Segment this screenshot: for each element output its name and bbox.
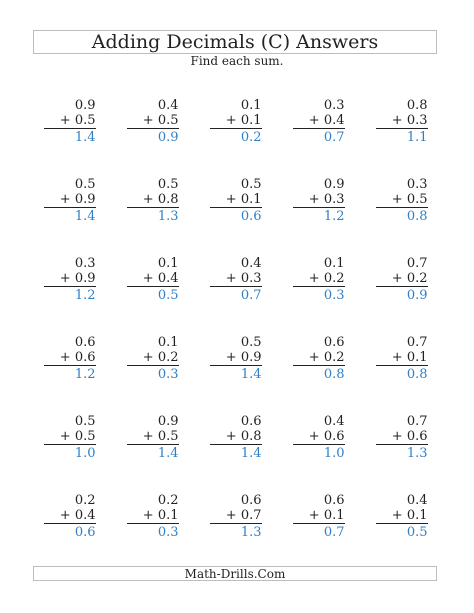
- first-addend: 0.8: [406, 98, 428, 113]
- problem-item: [127, 493, 179, 540]
- first-addend: 0.1: [157, 256, 179, 271]
- first-addend: 0.3: [406, 177, 428, 192]
- answer: 0.9: [157, 130, 179, 145]
- answer: 1.3: [240, 525, 262, 540]
- problem-item: [44, 335, 96, 382]
- answer: 1.2: [74, 288, 96, 303]
- answer: 0.7: [240, 288, 262, 303]
- answer: 0.3: [157, 525, 179, 540]
- page-title: Adding Decimals (C) Answers: [91, 30, 379, 53]
- footer-box: [33, 566, 437, 581]
- title-box: [33, 30, 437, 54]
- first-addend: 0.3: [323, 98, 345, 113]
- problem-item: [293, 493, 345, 540]
- answer: 0.2: [240, 130, 262, 145]
- answer: 0.5: [406, 525, 428, 540]
- problem-item: [210, 335, 262, 382]
- first-addend: 0.6: [240, 414, 262, 429]
- page-subtitle: Find each sum.: [190, 54, 284, 68]
- answer: 1.4: [240, 446, 262, 461]
- second-addend: + 0.3: [376, 113, 428, 129]
- second-addend: + 0.8: [210, 429, 262, 445]
- first-addend: 0.1: [157, 335, 179, 350]
- second-addend: + 0.6: [293, 429, 345, 445]
- first-addend: 0.2: [157, 493, 179, 508]
- second-addend: + 0.1: [376, 350, 428, 366]
- answer: 1.0: [74, 446, 96, 461]
- problem-item: [210, 177, 262, 224]
- problem-item: [127, 177, 179, 224]
- problem-item: [210, 256, 262, 303]
- problem-item: [376, 414, 428, 461]
- first-addend: 0.9: [323, 177, 345, 192]
- first-addend: 0.4: [157, 98, 179, 113]
- problem-item: [293, 177, 345, 224]
- second-addend: + 0.1: [127, 508, 179, 524]
- answer: 1.4: [240, 367, 262, 382]
- problem-item: [127, 414, 179, 461]
- problem-item: [44, 256, 96, 303]
- first-addend: 0.5: [157, 177, 179, 192]
- problem-item: [44, 98, 96, 145]
- second-addend: + 0.9: [44, 192, 96, 208]
- answer: 0.8: [323, 367, 345, 382]
- answer: 0.7: [323, 525, 345, 540]
- second-addend: + 0.4: [293, 113, 345, 129]
- answer: 1.4: [74, 209, 96, 224]
- answer: 1.4: [74, 130, 96, 145]
- answer: 1.0: [323, 446, 345, 461]
- problem-item: [44, 177, 96, 224]
- answer: 0.6: [240, 209, 262, 224]
- problem-item: [293, 414, 345, 461]
- first-addend: 0.7: [406, 256, 428, 271]
- answer: 1.3: [157, 209, 179, 224]
- problem-item: [376, 335, 428, 382]
- problem-item: [127, 98, 179, 145]
- problem-item: [293, 256, 345, 303]
- second-addend: + 0.2: [127, 350, 179, 366]
- second-addend: + 0.5: [376, 192, 428, 208]
- problem-grid: [28, 98, 444, 540]
- first-addend: 0.7: [406, 414, 428, 429]
- second-addend: + 0.1: [293, 508, 345, 524]
- answer: 0.3: [323, 288, 345, 303]
- first-addend: 0.5: [74, 414, 96, 429]
- first-addend: 0.5: [240, 177, 262, 192]
- problem-item: [293, 335, 345, 382]
- first-addend: 0.1: [240, 98, 262, 113]
- second-addend: + 0.3: [293, 192, 345, 208]
- second-addend: + 0.1: [210, 113, 262, 129]
- answer: 0.6: [74, 525, 96, 540]
- answer: 1.3: [406, 446, 428, 461]
- second-addend: + 0.5: [44, 429, 96, 445]
- first-addend: 0.5: [74, 177, 96, 192]
- second-addend: + 0.4: [127, 271, 179, 287]
- first-addend: 0.6: [323, 335, 345, 350]
- second-addend: + 0.2: [376, 271, 428, 287]
- problem-item: [127, 256, 179, 303]
- first-addend: 0.3: [74, 256, 96, 271]
- problem-item: [376, 256, 428, 303]
- second-addend: + 0.5: [127, 429, 179, 445]
- first-addend: 0.5: [240, 335, 262, 350]
- problem-item: [210, 493, 262, 540]
- problem-item: [293, 98, 345, 145]
- answer: 1.2: [323, 209, 345, 224]
- footer-text: Math-Drills.Com: [184, 566, 286, 581]
- first-addend: 0.4: [240, 256, 262, 271]
- problem-item: [44, 493, 96, 540]
- second-addend: + 0.6: [44, 350, 96, 366]
- second-addend: + 0.7: [210, 508, 262, 524]
- first-addend: 0.4: [406, 493, 428, 508]
- first-addend: 0.1: [323, 256, 345, 271]
- second-addend: + 0.8: [127, 192, 179, 208]
- first-addend: 0.4: [323, 414, 345, 429]
- second-addend: + 0.3: [210, 271, 262, 287]
- answer: 1.2: [74, 367, 96, 382]
- second-addend: + 0.2: [293, 350, 345, 366]
- answer: 0.8: [406, 367, 428, 382]
- second-addend: + 0.1: [376, 508, 428, 524]
- problem-item: [210, 414, 262, 461]
- second-addend: + 0.1: [210, 192, 262, 208]
- problem-item: [127, 335, 179, 382]
- problem-item: [210, 98, 262, 145]
- second-addend: + 0.5: [127, 113, 179, 129]
- first-addend: 0.9: [74, 98, 96, 113]
- problem-item: [44, 414, 96, 461]
- second-addend: + 0.9: [44, 271, 96, 287]
- second-addend: + 0.9: [210, 350, 262, 366]
- answer: 1.1: [406, 130, 428, 145]
- problem-item: [376, 493, 428, 540]
- second-addend: + 0.4: [44, 508, 96, 524]
- first-addend: 0.7: [406, 335, 428, 350]
- answer: 0.7: [323, 130, 345, 145]
- second-addend: + 0.5: [44, 113, 96, 129]
- first-addend: 0.6: [323, 493, 345, 508]
- first-addend: 0.9: [157, 414, 179, 429]
- answer: 0.5: [157, 288, 179, 303]
- answer: 1.4: [157, 446, 179, 461]
- first-addend: 0.6: [240, 493, 262, 508]
- second-addend: + 0.6: [376, 429, 428, 445]
- problem-item: [376, 177, 428, 224]
- first-addend: 0.2: [74, 493, 96, 508]
- answer: 0.8: [406, 209, 428, 224]
- answer: 0.3: [157, 367, 179, 382]
- first-addend: 0.6: [74, 335, 96, 350]
- second-addend: + 0.2: [293, 271, 345, 287]
- problem-item: [376, 98, 428, 145]
- answer: 0.9: [406, 288, 428, 303]
